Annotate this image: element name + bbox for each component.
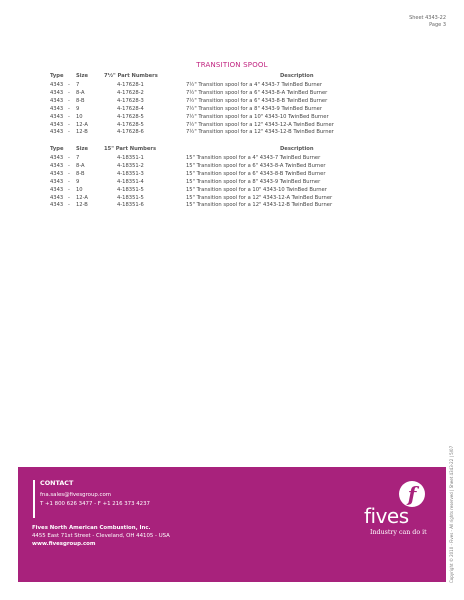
cell-type: 4343 [50, 121, 64, 128]
logo-tagline: Industry can do it [370, 529, 427, 536]
cell-type: 4343 [50, 186, 64, 193]
cell-desc: 7½" Transition spool for a 12" 4343-12-B TwinBed Burner [186, 129, 334, 136]
table-header [0, 72, 464, 80]
table-row [0, 97, 464, 105]
cell-separator: - [68, 162, 70, 169]
table-row [0, 105, 464, 113]
logo-wordmark: fives [364, 504, 409, 528]
table-row [0, 113, 464, 121]
table-row [0, 81, 464, 89]
cell-separator: - [68, 89, 70, 96]
cell-desc: 15" Transition spool for a 6" 4343-8-A TwinBed Burner [186, 162, 326, 169]
cell-size: 8-A [76, 162, 85, 169]
contact-email[interactable]: fna.sales@fivesgroup.com [40, 492, 112, 498]
cell-type: 4343 [50, 105, 64, 112]
page-number: Page 3 [429, 21, 446, 28]
cell-part: 4-17628-5 [117, 121, 144, 128]
table-row [0, 194, 464, 202]
cell-type: 4343 [50, 89, 64, 96]
cell-part: 4-18351-5 [117, 194, 144, 201]
cell-part: 4-18351-3 [117, 170, 144, 177]
cell-type: 4343 [50, 97, 64, 104]
cell-size: 12-A [76, 121, 88, 128]
cell-desc: 15" Transition spool for a 12" 4343-12-B TwinBed Burner [186, 202, 333, 209]
cell-desc: 7½" Transition spool for a 6" 4343-8-A TwinBed Burner [186, 89, 328, 96]
header-type: Type [50, 146, 64, 152]
company-website[interactable]: www.fivesgroup.com [32, 541, 96, 547]
sheet-reference [409, 15, 446, 28]
table-row [0, 154, 464, 162]
table-row [0, 178, 464, 186]
company-name: Fives North American Combustion, Inc. [32, 525, 151, 531]
table-row [0, 89, 464, 97]
cell-size: 9 [76, 178, 80, 185]
cell-desc: 7½" Transition spool for a 10" 4343-10 TwinBed Burner [186, 113, 329, 120]
table-row [0, 162, 464, 170]
table-row [0, 201, 464, 209]
contact-heading: CONTACT [40, 479, 74, 487]
cell-type: 4343 [50, 155, 64, 161]
table-row [0, 186, 464, 194]
cell-desc: 15" Transition spool for a 8" 4343-9 TwinBed Burner [186, 178, 321, 185]
cell-separator: - [68, 97, 70, 104]
cell-separator: - [68, 121, 70, 128]
table-row [0, 128, 464, 136]
cell-size: 10 [76, 113, 83, 120]
page-title: TRANSITION SPOOL [196, 61, 268, 69]
cell-size: 7 [76, 82, 80, 88]
cell-size: 12-B [76, 129, 88, 136]
cell-type: 4343 [50, 194, 64, 201]
cell-size: 10 [76, 186, 83, 193]
sheet-number: Sheet 4343-22 [409, 15, 446, 21]
table-header [0, 145, 464, 153]
cell-size: 7 [76, 155, 80, 161]
cell-part: 4-18351-4 [117, 178, 144, 185]
cell-type: 4343 [50, 129, 64, 136]
cell-desc: 15" Transition spool for a 4" 4343-7 TwinBed Burner [186, 155, 321, 161]
cell-desc: 15" Transition spool for a 10" 4343-10 TwinBed Burner [186, 186, 327, 193]
cell-size: 8-B [76, 170, 85, 177]
header-part: 7½" Part Numbers [104, 73, 158, 79]
cell-desc: 7½" Transition spool for a 6" 4343-8-B TwinBed Burner [186, 97, 328, 104]
cell-separator: - [68, 155, 70, 161]
contact-phone: T +1 800 626 3477 - F +1 216 373 4237 [40, 501, 150, 507]
logo-f-icon: f [399, 481, 425, 507]
cell-type: 4343 [50, 170, 64, 177]
cell-desc: 15" Transition spool for a 6" 4343-8-B TwinBed Burner [186, 170, 326, 177]
cell-part: 4-18351-6 [117, 202, 144, 209]
cell-type: 4343 [50, 113, 64, 120]
cell-desc: 15" Transition spool for a 12" 4343-12-A TwinBed Burner [186, 194, 333, 201]
table-row [0, 121, 464, 129]
cell-part: 4-17628-3 [117, 97, 144, 104]
header-type: Type [50, 73, 64, 79]
cell-type: 4343 [50, 162, 64, 169]
cell-separator: - [68, 186, 70, 193]
fives-logo [364, 481, 444, 571]
cell-separator: - [68, 202, 70, 209]
cell-separator: - [68, 194, 70, 201]
cell-separator: - [68, 82, 70, 88]
cell-size: 8-B [76, 97, 85, 104]
contact-footer [18, 467, 446, 582]
header-desc: Description [280, 73, 314, 79]
cell-separator: - [68, 129, 70, 136]
footer-divider [33, 480, 35, 518]
cell-size: 8-A [76, 89, 85, 96]
cell-size: 12-B [76, 202, 88, 209]
header-size: Size [76, 73, 89, 79]
cell-part: 4-17628-2 [117, 89, 144, 96]
cell-separator: - [68, 170, 70, 177]
cell-separator: - [68, 178, 70, 185]
cell-part: 4-18351-2 [117, 162, 144, 169]
cell-part: 4-17628-5 [117, 113, 144, 120]
cell-type: 4343 [50, 178, 64, 185]
cell-type: 4343 [50, 82, 64, 88]
company-address: 4455 East 71st Street - Cleveland, OH 44105 - USA [32, 533, 170, 539]
cell-part: 4-18351-5 [117, 186, 144, 193]
copyright-notice: Copyright © 2010 - Fives - All rights reserved | Sheet 4343-22 | 5/07 [449, 445, 454, 583]
cell-desc: 7½" Transition spool for a 4" 4343-7 TwinBed Burner [186, 82, 322, 88]
header-part: 15" Part Numbers [104, 146, 157, 152]
cell-type: 4343 [50, 202, 64, 209]
cell-desc: 7½" Transition spool for a 8" 4343-9 TwinBed Burner [186, 105, 322, 112]
cell-separator: - [68, 105, 70, 112]
cell-separator: - [68, 113, 70, 120]
table-row [0, 170, 464, 178]
cell-size: 12-A [76, 194, 88, 201]
cell-part: 4-17628-4 [117, 105, 144, 112]
header-desc: Description [280, 146, 314, 152]
cell-desc: 7½" Transition spool for a 12" 4343-12-A TwinBed Burner [186, 121, 334, 128]
cell-part: 4-17628-6 [117, 129, 144, 136]
cell-part: 4-18351-1 [117, 155, 144, 161]
cell-size: 9 [76, 105, 80, 112]
cell-part: 4-17628-1 [117, 82, 144, 88]
header-size: Size [76, 146, 89, 152]
